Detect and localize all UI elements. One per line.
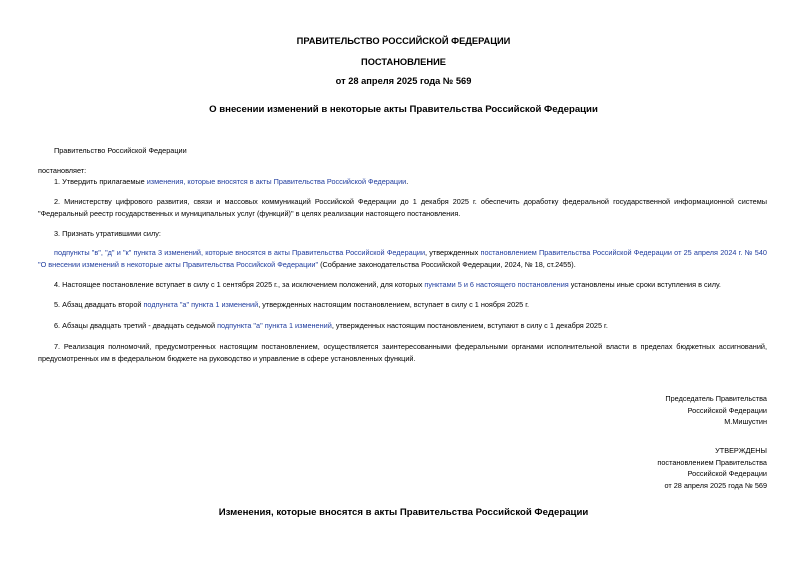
paragraph-4-text: 4. Настоящее постановление вступает в силу с 1 сентября 2025 г., за исключением положений, для которых: [54, 280, 425, 289]
preamble: Правительство Российской Федерации: [54, 146, 187, 155]
paragraph-4-end: установлены иные сроки вступления в силу.: [568, 280, 721, 289]
doc-type-heading: ПОСТАНОВЛЕНИЕ: [361, 57, 446, 67]
approval-block: [657, 445, 767, 491]
signature-block: [665, 393, 767, 428]
subitem-a-link-2[interactable]: подпункта "а" пункта 1 изменений: [217, 321, 332, 330]
paragraph-6: [38, 320, 783, 332]
approval-by: постановлением Правительства: [657, 457, 767, 467]
decree-540-link[interactable]: постановлением Правительства Российской Федерации от 25 апреля 2024 г. № 540 "О внесении изменений в некоторые акты Правительства Российской Федерации": [38, 248, 767, 269]
paragraph-6-end: , утвержденных настоящим постановлением, вступают в силу с 1 декабря 2025 г.: [331, 321, 608, 330]
date-number-heading: от 28 апреля 2025 года № 569: [335, 76, 472, 86]
changes-link[interactable]: изменения, которые вносятся в акты Правительства Российской Федерации: [146, 177, 407, 186]
paragraph-2: 2. Министерству цифрового развития, связи и массовых коммуникаций Российской Федерации до 1 декабря 2025 г. обеспечить доработку федеральной государственной информационной системы "Федеральный реестр государственных и муниципальных услуг (функций)" в целях реализации настоящего постановления.: [38, 197, 767, 218]
paragraph-5-end: , утвержденных настоящим постановлением, вступает в силу с 1 ноября 2025 г.: [258, 300, 530, 309]
paragraph-7: 7. Реализация полномочий, предусмотренных настоящим постановлением, осуществляется заинтересованными федеральными органами исполнительной власти в пределах бюджетных ассигнований, предусмотренных им в федеральном бюджете на руководство и управление в сфере установленных функций.: [38, 342, 767, 363]
signature-org: Российской Федерации: [687, 405, 767, 415]
paragraph-3-item-tail: (Собрание законодательства Российской Федерации, 2024, № 18, ст.2455).: [318, 259, 576, 269]
paragraph-3-item-mid: , утвержденных: [425, 248, 481, 257]
subitem-a-link[interactable]: подпункта "а" пункта 1 изменений: [143, 300, 259, 309]
annex-title: Изменения, которые вносятся в акты Правительства Российской Федерации: [218, 507, 589, 518]
signature-name: М.Мишустин: [724, 417, 767, 426]
paragraph-1: [38, 176, 783, 188]
paragraph-6-text: 6. Абзацы двадцать третий - двадцать седьмой: [54, 321, 218, 330]
approval-date: от 28 апреля 2025 года № 569: [664, 480, 767, 490]
decides-line: постановляет:: [38, 166, 87, 175]
approval-label: УТВЕРЖДЕНЫ: [715, 446, 767, 455]
paragraph-1-end: .: [406, 177, 409, 186]
subitems-link[interactable]: подпункты "в", "д" и "к" пункта 3 изменений, которые вносятся в акты Правительства Российской Федерации: [54, 248, 426, 257]
approval-org: Российской Федерации: [687, 469, 767, 478]
paragraph-5: [38, 299, 783, 311]
items-5-6-link[interactable]: пунктами 5 и 6 настоящего постановления: [424, 280, 569, 289]
document-title: О внесении изменений в некоторые акты Правительства Российской Федерации: [209, 104, 598, 115]
paragraph-5-text: 5. Абзац двадцать второй: [54, 300, 144, 309]
signature-position: Председатель Правительства: [665, 394, 767, 403]
issuer-heading: ПРАВИТЕЛЬСТВО РОССИЙСКОЙ ФЕДЕРАЦИИ: [296, 36, 511, 46]
paragraph-4: [38, 279, 783, 291]
paragraph-1-text: 1. Утвердить прилагаемые: [54, 177, 147, 186]
paragraph-3-item: [38, 247, 767, 270]
paragraph-3: 3. Признать утратившими силу:: [54, 229, 161, 238]
